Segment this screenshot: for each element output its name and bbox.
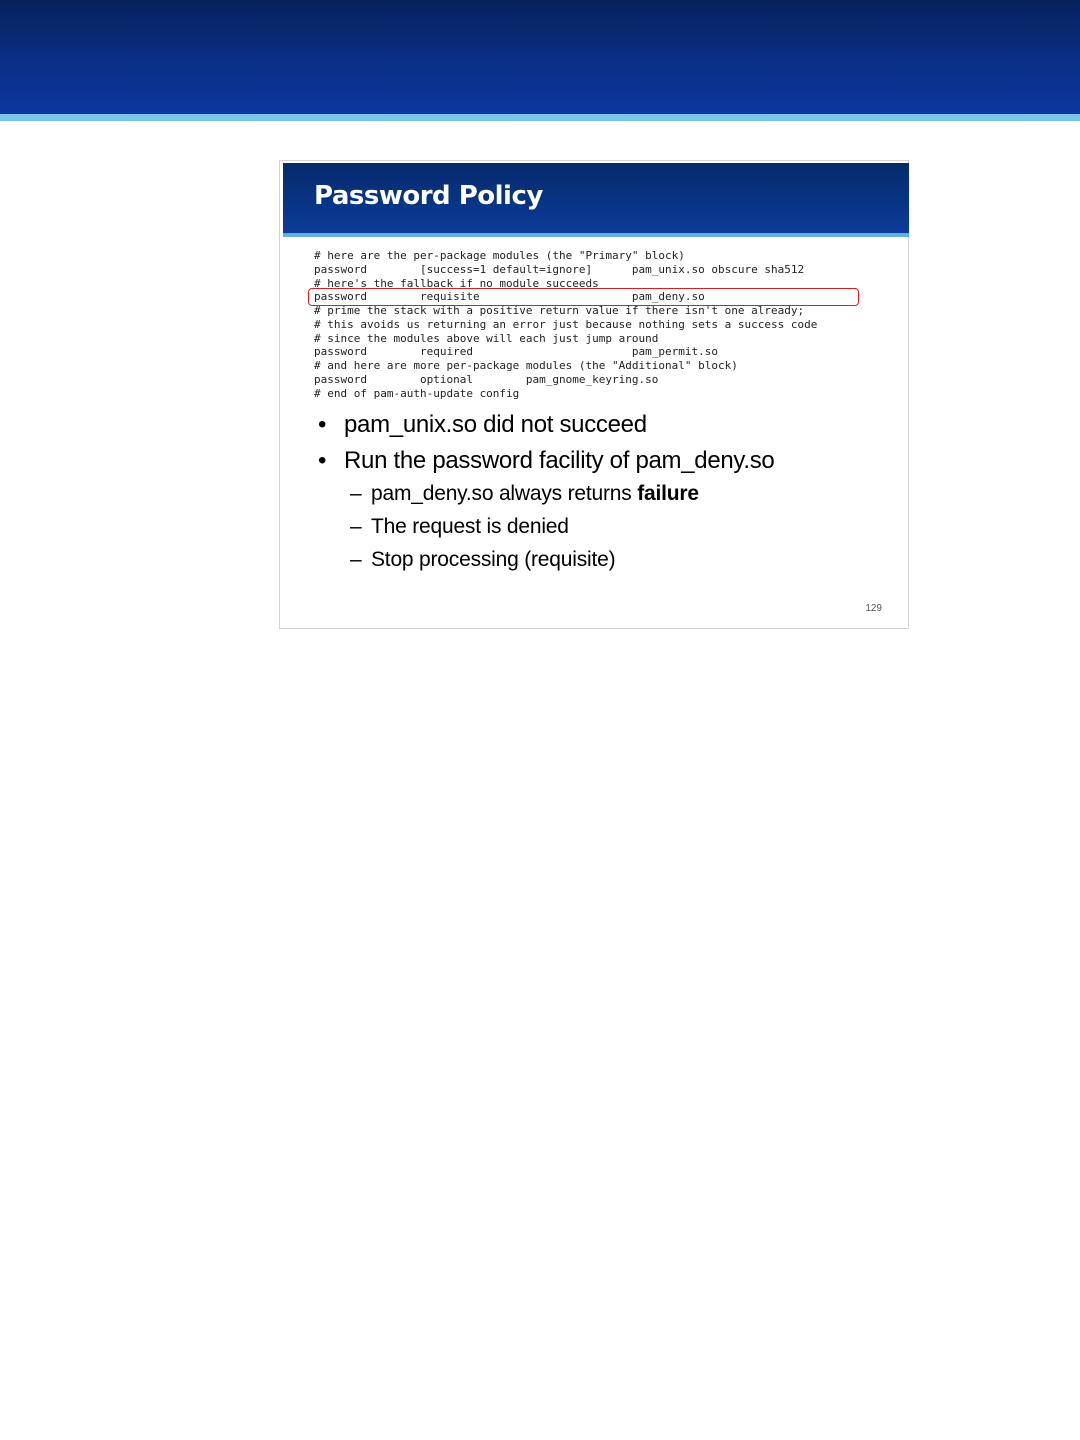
sub-bullet-dash: –: [350, 482, 362, 505]
code-line: # since the modules above will each just jump around: [314, 331, 659, 345]
slide-title: Password Policy: [314, 181, 543, 211]
code-line: # here's the fallback if no module succeeds: [314, 276, 599, 290]
slide-header-rule: [283, 233, 909, 237]
sub-bullet-item: [350, 545, 699, 578]
sub-bullet-text: The request is denied: [371, 515, 569, 538]
code-line-highlighted: password requisite pam_deny.so: [314, 290, 705, 304]
code-line: password [success=1 default=ignore] pam_unix.so obscure sha512: [314, 262, 805, 276]
bullet-item: [318, 409, 774, 445]
sub-bullet-text: Stop processing (requisite): [371, 548, 616, 571]
code-block: [314, 249, 894, 400]
code-line: # here are the per-package modules (the "Primary" block): [314, 249, 685, 262]
sub-bullet-item: [350, 479, 699, 512]
bullet-text: Run the password facility of pam_deny.so: [344, 447, 775, 474]
bullet-item: [318, 445, 774, 481]
code-line: # this avoids us returning an error just because nothing sets a success code: [314, 317, 818, 331]
slide: [279, 160, 909, 629]
page-number: 129: [865, 603, 882, 614]
bullet-dot: •: [318, 411, 327, 438]
bullet-dot: •: [318, 447, 327, 474]
sub-bullet-text: pam_deny.so always returns: [371, 482, 638, 505]
code-line: password required pam_permit.so: [314, 345, 718, 359]
sub-bullet-dash: –: [350, 515, 362, 538]
sub-bullet-list: [350, 479, 699, 578]
sub-bullet-item: [350, 512, 699, 545]
highlight-box: [308, 288, 859, 306]
top-banner: [0, 0, 1080, 114]
code-line: # end of pam-auth-update config: [314, 386, 520, 400]
code-line: # and here are more per-package modules (the "Additional" block): [314, 359, 738, 372]
bullet-text: pam_unix.so did not succeed: [344, 411, 647, 438]
top-banner-rule: [0, 114, 1080, 121]
bullet-list: [318, 409, 774, 481]
code-line: # prime the stack with a positive return value if there isn't one already;: [314, 304, 805, 317]
code-line: password optional pam_gnome_keyring.so: [314, 372, 659, 386]
sub-bullet-dash: –: [350, 548, 362, 571]
sub-bullet-emphasis: failure: [637, 482, 699, 505]
